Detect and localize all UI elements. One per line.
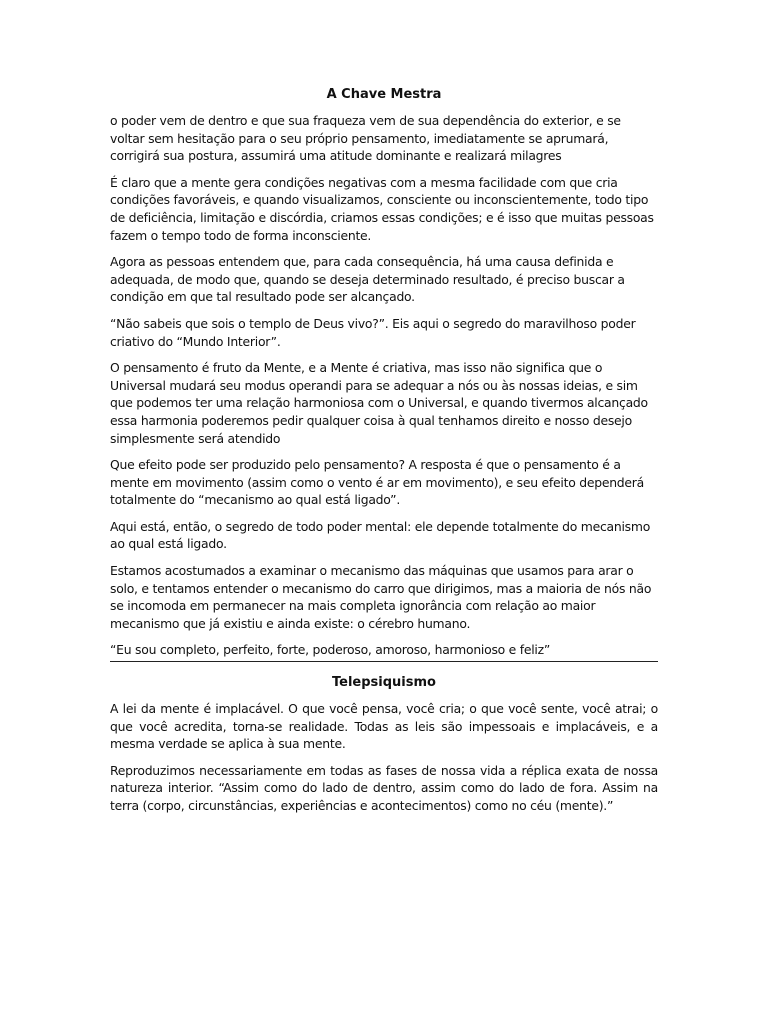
paragraph-efeito-do-pensamento: Que efeito pode ser produzido pelo pensamento? A resposta é que o pensamento é a mente em movimento (assim como o vento é ar em movimento), e seu efeito dependerá totalmente do “mecanismo ao qual está ligado”. bbox=[110, 457, 644, 508]
paragraph-mecanismo-cerebro: Estamos acostumados a examinar o mecanismo das máquinas que usamos para arar o solo, e tentamos entender o mecanismo do carro que dirigimos, mas a maioria de nós não se incomoda em permanecer na mais completa ignorância com relação ao maior mecanismo que já existiu e ainda existe: o cérebro humano. bbox=[110, 563, 652, 631]
section-title-telepsiquismo: Telepsiquismo bbox=[332, 675, 436, 691]
affirmation-quote: “Eu sou completo, perfeito, forte, poderoso, amoroso, harmonioso e feliz” bbox=[110, 642, 551, 658]
paragraph-templo-de-deus: “Não sabeis que sois o templo de Deus vivo?”. Eis aqui o segredo do maravilhoso poder criativo do “Mundo Interior”. bbox=[110, 315, 636, 349]
paragraph-replica-exata: Reproduzimos necessariamente em todas as fases de nossa vida a réplica exata de nossa natureza interior. “Assim como do lado de dentro, assim como do lado de fora. Assim na terra (corpo, circunstâncias, experiências e acontecimentos) como no céu (mente).” bbox=[110, 762, 658, 813]
document-title: A Chave Mestra bbox=[326, 87, 442, 102]
paragraph-causa-e-consequencia: Agora as pessoas entendem que, para cada consequência, há uma causa definida e adequada, de modo que, quando se deseja determinado resultado, é preciso buscar a condição em que tal resultado pode ser alcançado. bbox=[110, 254, 625, 305]
paragraph-lei-da-mente: A lei da mente é implacável. O que você pensa, você cria; o que você sente, você atrai; o que você acredita, torna-se realidade. Todas as leis são impessoais e implacáveis, e a mesma verdade se aplica à sua mente. bbox=[110, 701, 658, 752]
paragraph-segredo-poder-mental: Aqui está, então, o segredo de todo poder mental: ele depende totalmente do mecanismo ao qual está ligado. bbox=[110, 518, 651, 552]
paragraph-condicoes-negativas: É claro que a mente gera condições negativas com a mesma facilidade com que cria condições favoráveis, e quando visualizamos, consciente ou inconscientemente, todo tipo de deficiência, limitação e discórdia, criamos essas condições; e é isso que muitas pessoas fazem o tempo todo de forma inconsciente. bbox=[110, 174, 654, 243]
paragraph-pensamento-fruto-da-mente: O pensamento é fruto da Mente, e a Mente é criativa, mas isso não significa que o Universal mudará seu modus operandi para se adequar a nós ou às nossas ideias, e sim que podemos ter uma relação harmoniosa com o Universal, e quando tivermos alcançado essa harmonia poderemos pedir qualquer coisa à qual tenhamos direito e nosso desejo simplesmente será atendido bbox=[110, 360, 648, 446]
paragraph-poder-de-dentro: o poder vem de dentro e que sua fraqueza vem de sua dependência do exterior, e se voltar sem hesitação para o seu próprio pensamento, imediatamente se aprumará, corrigirá sua postura, assumirá uma atitude dominante e realizará milagres bbox=[110, 113, 621, 164]
document-page bbox=[110, 86, 658, 824]
section-divider bbox=[110, 661, 658, 662]
